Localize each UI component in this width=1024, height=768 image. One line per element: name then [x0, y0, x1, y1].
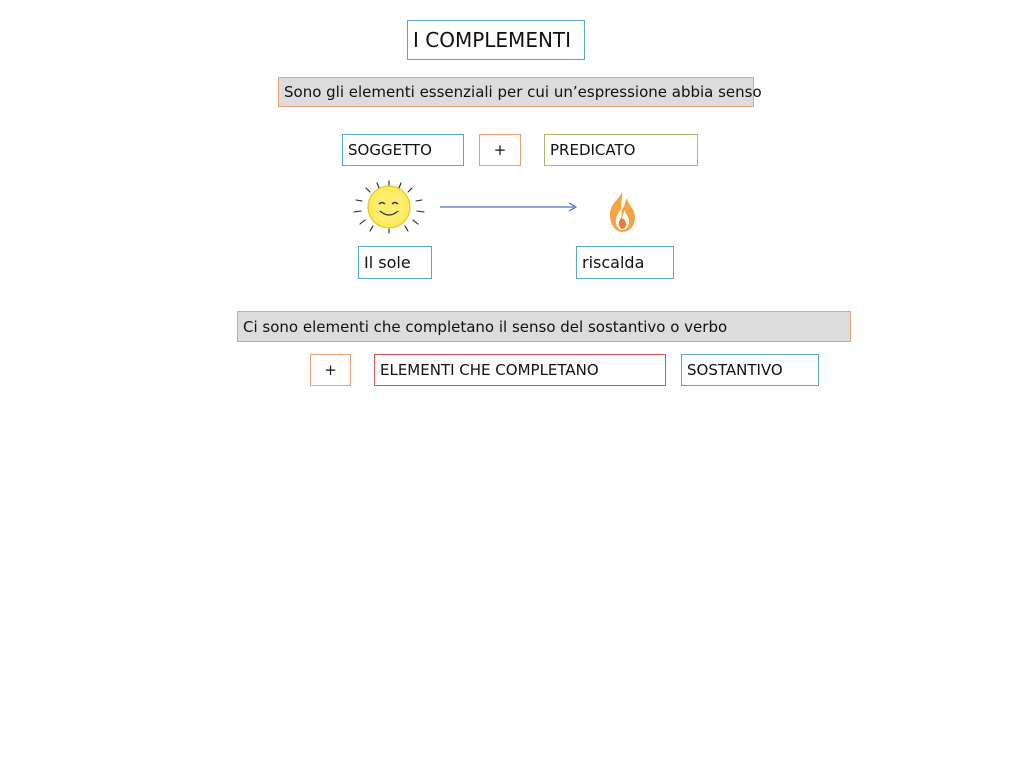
- sun-icon: [348, 180, 430, 234]
- plus-box: [479, 134, 521, 166]
- completion-definition-box: [237, 311, 851, 342]
- definition-text: Sono gli elementi essenziali per cui un’espressione abbia senso: [284, 83, 762, 101]
- definition-box: [278, 77, 762, 107]
- subject-example-box: [358, 246, 432, 279]
- completion-definition-text: Ci sono elementi che completano il senso del sostantivo o verbo: [243, 317, 728, 336]
- flame-icon: [603, 190, 641, 234]
- elementi-label: ELEMENTI CHE COMPLETANO: [380, 361, 599, 379]
- predicato-box: [544, 134, 698, 166]
- arrow-icon: [438, 199, 580, 215]
- plus-label: +: [493, 141, 507, 159]
- verb-example-box: [576, 246, 674, 279]
- soggetto-box: [342, 134, 464, 166]
- sostantivo-label: SOSTANTIVO: [687, 361, 783, 379]
- page-title-text: I COMPLEMENTI: [413, 28, 572, 52]
- sostantivo-box: [681, 354, 819, 386]
- predicato-label: PREDICATO: [550, 141, 636, 159]
- page-title: [407, 20, 585, 60]
- soggetto-label: SOGGETTO: [348, 141, 432, 159]
- elementi-box: [374, 354, 666, 386]
- plus-box-2: [310, 354, 351, 386]
- plus-label-2: +: [324, 361, 337, 379]
- verb-example-label: riscalda: [582, 253, 645, 272]
- subject-example-label: Il sole: [364, 253, 411, 272]
